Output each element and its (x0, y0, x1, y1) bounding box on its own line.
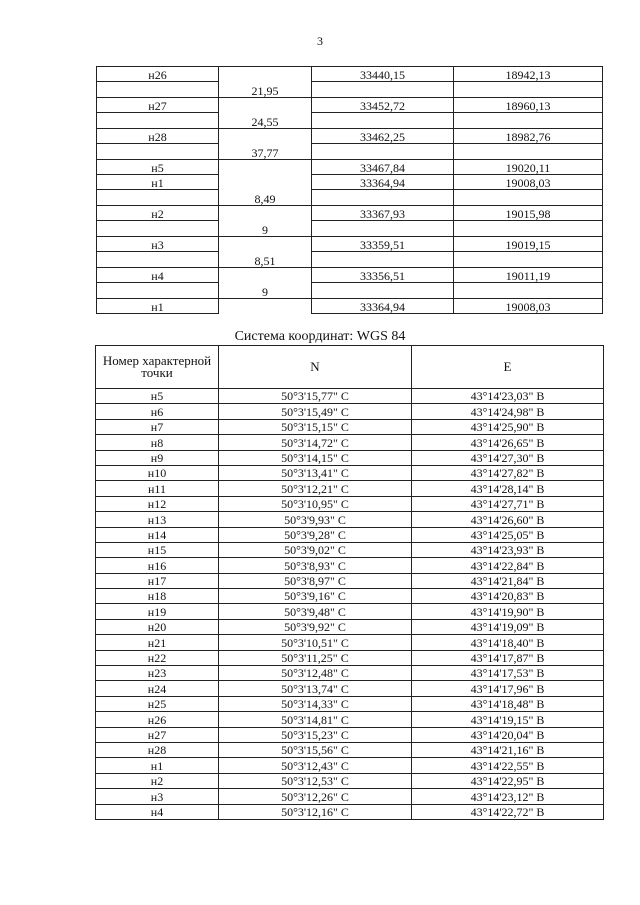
point-number: н27 (96, 727, 219, 742)
point-name: н1 (97, 175, 219, 190)
longitude-e: 43°14'25,05" В (412, 527, 604, 542)
table-row (96, 619, 604, 634)
table-row (96, 496, 604, 511)
point-number: н10 (96, 465, 219, 480)
table-row (96, 681, 604, 696)
segment-spacer (454, 283, 603, 299)
point-x: 33364,94 (312, 175, 454, 190)
latitude-n: 50°3'12,48" С (219, 666, 412, 681)
point-row (97, 67, 603, 82)
table-row (96, 604, 604, 619)
segment-empty (219, 237, 312, 252)
segment-row (97, 190, 603, 206)
point-y: 19020,11 (454, 160, 603, 175)
table-row (96, 389, 604, 404)
point-number: н13 (96, 512, 219, 527)
table-row (96, 589, 604, 604)
point-number: н20 (96, 619, 219, 634)
table-row (96, 404, 604, 419)
table-row (96, 712, 604, 727)
latitude-n: 50°3'12,26" С (219, 789, 412, 804)
table-row (96, 758, 604, 773)
latitude-n: 50°3'12,21" С (219, 481, 412, 496)
segment-spacer (97, 144, 219, 160)
segment-spacer (312, 190, 454, 206)
segment-spacer (97, 190, 219, 206)
longitude-e: 43°14'27,30" В (412, 450, 604, 465)
point-number: н23 (96, 666, 219, 681)
latitude-n: 50°3'9,48" С (219, 604, 412, 619)
longitude-e: 43°14'17,53" В (412, 666, 604, 681)
latitude-n: 50°3'9,16" С (219, 589, 412, 604)
longitude-e: 43°14'18,40" В (412, 635, 604, 650)
point-number: н28 (96, 742, 219, 757)
longitude-e: 43°14'23,03" В (412, 389, 604, 404)
point-number: н12 (96, 496, 219, 511)
segment-spacer (312, 221, 454, 237)
point-name: н1 (97, 299, 219, 314)
segment-row (97, 221, 603, 237)
latitude-n: 50°3'14,15" С (219, 450, 412, 465)
longitude-e: 43°14'25,90" В (412, 419, 604, 434)
point-name: н3 (97, 237, 219, 252)
point-number: н11 (96, 481, 219, 496)
latitude-n: 50°3'15,15" С (219, 419, 412, 434)
point-name: н2 (97, 206, 219, 221)
segment-length: 37,77 (219, 144, 312, 160)
latitude-n: 50°3'10,51" С (219, 635, 412, 650)
segment-spacer (312, 144, 454, 160)
latitude-n: 50°3'15,77" С (219, 389, 412, 404)
latitude-n: 50°3'10,95" С (219, 496, 412, 511)
point-number: н16 (96, 558, 219, 573)
longitude-e: 43°14'27,71" В (412, 496, 604, 511)
point-number: н25 (96, 696, 219, 711)
latitude-n: 50°3'14,33" С (219, 696, 412, 711)
table-row (96, 558, 604, 573)
latitude-n: 50°3'15,56" С (219, 742, 412, 757)
wgs84-body (96, 389, 604, 820)
coordinates-continuation-table (96, 66, 603, 314)
point-y: 19008,03 (454, 175, 603, 190)
segment-spacer (454, 221, 603, 237)
point-name: н26 (97, 67, 219, 82)
point-row (97, 206, 603, 221)
point-y: 19019,15 (454, 237, 603, 252)
point-row (97, 129, 603, 144)
segment-empty (219, 299, 312, 314)
point-y: 18942,13 (454, 67, 603, 82)
segment-row (97, 283, 603, 299)
table-row (96, 789, 604, 804)
header-e: E (412, 346, 604, 389)
latitude-n: 50°3'8,93" С (219, 558, 412, 573)
segment-spacer (312, 252, 454, 268)
longitude-e: 43°14'28,14" В (412, 481, 604, 496)
segment-empty (219, 160, 312, 175)
latitude-n: 50°3'8,97" С (219, 573, 412, 588)
segment-length: 9 (219, 283, 312, 299)
segment-empty (219, 206, 312, 221)
longitude-e: 43°14'19,09" В (412, 619, 604, 634)
latitude-n: 50°3'15,49" С (219, 404, 412, 419)
segment-length: 8,49 (219, 190, 312, 206)
latitude-n: 50°3'12,43" С (219, 758, 412, 773)
point-number: н18 (96, 589, 219, 604)
latitude-n: 50°3'11,25" С (219, 650, 412, 665)
longitude-e: 43°14'22,95" В (412, 773, 604, 788)
segment-spacer (97, 113, 219, 129)
longitude-e: 43°14'27,82" В (412, 465, 604, 480)
point-number: н4 (96, 804, 219, 819)
point-x: 33467,84 (312, 160, 454, 175)
table-row (96, 481, 604, 496)
table-row (96, 804, 604, 819)
segment-spacer (97, 221, 219, 237)
latitude-n: 50°3'9,02" С (219, 542, 412, 557)
table-row (96, 450, 604, 465)
latitude-n: 50°3'9,92" С (219, 619, 412, 634)
latitude-n: 50°3'12,53" С (219, 773, 412, 788)
point-row (97, 268, 603, 283)
longitude-e: 43°14'19,15" В (412, 712, 604, 727)
point-x: 33364,94 (312, 299, 454, 314)
segment-spacer (454, 252, 603, 268)
point-x: 33440,15 (312, 67, 454, 82)
table-row (96, 527, 604, 542)
segment-row (97, 113, 603, 129)
latitude-n: 50°3'13,74" С (219, 681, 412, 696)
table-row (96, 435, 604, 450)
segment-length: 24,55 (219, 113, 312, 129)
point-y: 19011,19 (454, 268, 603, 283)
longitude-e: 43°14'19,90" В (412, 604, 604, 619)
table-row (96, 419, 604, 434)
longitude-e: 43°14'18,48" В (412, 696, 604, 711)
point-x: 33452,72 (312, 98, 454, 113)
table-row (96, 512, 604, 527)
point-number: н3 (96, 789, 219, 804)
segment-row (97, 82, 603, 98)
wgs84-table (95, 345, 604, 820)
segment-empty (219, 67, 312, 82)
point-number: н5 (96, 389, 219, 404)
segment-length: 9 (219, 221, 312, 237)
point-x: 33359,51 (312, 237, 454, 252)
point-number: н9 (96, 450, 219, 465)
point-number: н15 (96, 542, 219, 557)
point-number: н2 (96, 773, 219, 788)
table-row (96, 696, 604, 711)
longitude-e: 43°14'21,84" В (412, 573, 604, 588)
point-y: 19015,98 (454, 206, 603, 221)
coordinates-continuation-body (97, 67, 603, 314)
segment-spacer (97, 252, 219, 268)
table-row (96, 635, 604, 650)
point-y: 18982,76 (454, 129, 603, 144)
longitude-e: 43°14'22,55" В (412, 758, 604, 773)
table-row (96, 542, 604, 557)
point-row (97, 160, 603, 175)
segment-spacer (454, 144, 603, 160)
table-row (96, 773, 604, 788)
longitude-e: 43°14'24,98" В (412, 404, 604, 419)
segment-length: 21,95 (219, 82, 312, 98)
table-row (96, 573, 604, 588)
header-n: N (219, 346, 412, 389)
latitude-n: 50°3'14,72" С (219, 435, 412, 450)
longitude-e: 43°14'23,93" В (412, 542, 604, 557)
point-number: н21 (96, 635, 219, 650)
point-y: 18960,13 (454, 98, 603, 113)
segment-spacer (454, 113, 603, 129)
longitude-e: 43°14'17,87" В (412, 650, 604, 665)
latitude-n: 50°3'9,93" С (219, 512, 412, 527)
longitude-e: 43°14'17,96" В (412, 681, 604, 696)
point-y: 19008,03 (454, 299, 603, 314)
segment-spacer (454, 190, 603, 206)
point-name: н27 (97, 98, 219, 113)
point-x: 33356,51 (312, 268, 454, 283)
point-number: н14 (96, 527, 219, 542)
segment-empty (219, 129, 312, 144)
table-row (96, 666, 604, 681)
segment-row (97, 252, 603, 268)
point-row (97, 175, 603, 190)
segment-spacer (97, 82, 219, 98)
segment-spacer (97, 283, 219, 299)
longitude-e: 43°14'26,60" В (412, 512, 604, 527)
point-number: н1 (96, 758, 219, 773)
segment-length: 8,51 (219, 252, 312, 268)
longitude-e: 43°14'20,04" В (412, 727, 604, 742)
point-x: 33462,25 (312, 129, 454, 144)
point-number: н8 (96, 435, 219, 450)
longitude-e: 43°14'22,84" В (412, 558, 604, 573)
latitude-n: 50°3'15,23" С (219, 727, 412, 742)
point-number: н17 (96, 573, 219, 588)
segment-empty (219, 175, 312, 190)
segment-spacer (312, 113, 454, 129)
segment-spacer (454, 82, 603, 98)
longitude-e: 43°14'23,12" В (412, 789, 604, 804)
point-x: 33367,93 (312, 206, 454, 221)
segment-spacer (312, 82, 454, 98)
latitude-n: 50°3'12,16" С (219, 804, 412, 819)
point-row (97, 299, 603, 314)
longitude-e: 43°14'21,16" В (412, 742, 604, 757)
segment-spacer (312, 283, 454, 299)
table-row (96, 727, 604, 742)
table-row (96, 465, 604, 480)
table-row (96, 742, 604, 757)
latitude-n: 50°3'9,28" С (219, 527, 412, 542)
point-number: н24 (96, 681, 219, 696)
point-number: н6 (96, 404, 219, 419)
segment-row (97, 144, 603, 160)
page-number: 3 (317, 34, 323, 48)
longitude-e: 43°14'22,72" В (412, 804, 604, 819)
longitude-e: 43°14'26,65" В (412, 435, 604, 450)
point-number: н26 (96, 712, 219, 727)
latitude-n: 50°3'13,41" С (219, 465, 412, 480)
segment-empty (219, 268, 312, 283)
point-number: н19 (96, 604, 219, 619)
coordinate-system-caption: Система координат: WGS 84 (234, 329, 406, 344)
header-point-number: Номер характерной точки (96, 346, 219, 389)
longitude-e: 43°14'20,83" В (412, 589, 604, 604)
point-name: н4 (97, 268, 219, 283)
point-number: н22 (96, 650, 219, 665)
point-name: н28 (97, 129, 219, 144)
wgs84-header-row (96, 346, 604, 389)
segment-empty (219, 98, 312, 113)
point-row (97, 237, 603, 252)
point-number: н7 (96, 419, 219, 434)
point-row (97, 98, 603, 113)
latitude-n: 50°3'14,81" С (219, 712, 412, 727)
table-row (96, 650, 604, 665)
point-name: н5 (97, 160, 219, 175)
